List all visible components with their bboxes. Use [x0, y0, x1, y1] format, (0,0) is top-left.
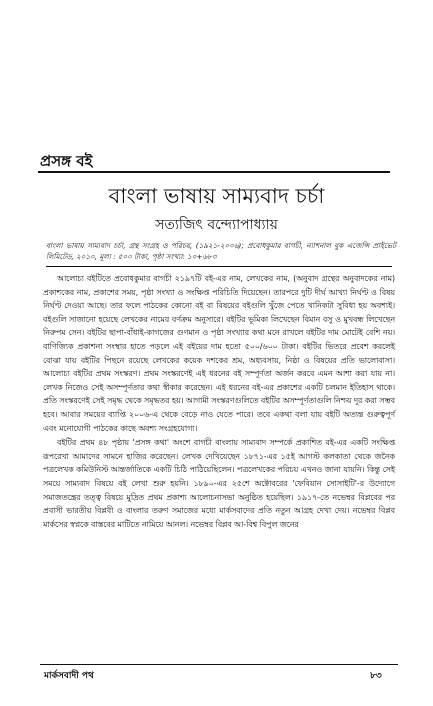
- body-text: [43, 272, 395, 531]
- bibliographic-entry: বাংলা ভাষায় সাম্যবাদ চর্চা, গ্রন্থ সংগ্রহ ও পরিচয়, (১৯২১-২০০৬); প্রবোধকুমার বাগচী, ন্যাশনাল বুক এজেন্সি প্রাইভেট লিমিটেড, ২০১০, মূল্য : ৫০০ টাকা, পৃষ্ঠা সংখ্যা: ১০+৬৮৩: [46, 241, 396, 261]
- section-rule: [38, 171, 390, 173]
- section-label: প্রসঙ্গ বই: [40, 152, 93, 170]
- footer-rule: [40, 664, 398, 665]
- page-number: ৮৩: [370, 671, 382, 681]
- paragraph: আলোচ্য বইটিতে প্রবোধকুমার বাগচী ২১৯৭টি বই-এর নাম, লেখকের নাম, (অনুবাদ গ্রন্থের অনুবাদকের নাম) প্রকাশকের নাম, প্রকাশের সময়, পৃষ্ঠা সংখ্যা ও সংক্ষিপ্ত পরিচিতি দিয়েছেন। তারপরে দুটি দীর্ঘ আখ্যা নির্ঘণ্ট ও বিষয় নির্ঘণ্ট দেওয়া আছে। তার ফলে পাঠকের কোনো বই বা বিষয়ের বইগুলি খুঁজে পেতে খানিকটা সুবিধা হয় অবশ্যই। বইগুলি সাজানো হয়েছে লেখকের নামের বর্ণক্রম অনুসারে। বইটির ভূমিকা লিখেছেন বিমান বসু ও মুখবন্ধ লিখেছেন নিরুপম সেন। বইটির ছাপা-বাঁধাই-কাগজের গুণমান ও পৃষ্ঠা সংখ্যার কথা মনে রাখলে বইটির দাম মোটেই বেশি নয়। বাণিজ্যিক প্রকাশনা সংস্থার হাতে পড়লে এই বইয়ের দাম হতো ৫০০/৬০০ টাকা। বইটির ভিতরে প্রবেশ করলেই বোঝা যায় বইটির পিছনে রয়েছে লেখকের কয়েক দশকের শ্রম, অধ্যবসায়, নিষ্ঠা ও বিষয়ের প্রতি ভালোবাসা। আলোচ্য বইটির প্রথম সংস্করণ। প্রথম সংস্করণেই এই ধরনের বই সম্পূর্ণতা অর্জন করবে এমন আশা করা যায় না। লেখক নিজেও সেই অসম্পূর্ণতার কথা স্বীকার করেছেন। এই ধরনের বই-এর প্রকাশের একটি চলমান ইতিহাস থাকে। প্রতি সংস্করণেই সেই সমৃদ্ধ থেকে সমৃদ্ধতর হয়। আগামী সংস্করণগুলিতে বইটির অসম্পূর্ণতাগুলি নিশ্চয় দূর করা সম্ভব হবে। আবার সময়ের ব্যাপ্তি ২০০৬-এ থেকে বেড়ে নাও যেতে পারে। তবে একথা বলা যায় বইটি অত্যন্ত গুরুত্বপূর্ণ এবং মনোযোগী পাঠকের কাছে অবশ্য সংগ্রহযোগ্য।: [43, 274, 395, 433]
- journal-name: মার্কসবাদী পথ: [44, 671, 94, 681]
- paragraph: বইটির প্রথম ৪৮ পৃষ্ঠায় 'প্রসঙ্গ কথা' অংশে বাগচী বাংলায় সাম্যবাদ সম্পর্কে প্রকাশিত বই-এর একটি সংক্ষিপ্ত রূপরেখা আমাদের সামনে হাজির করেছেন। লেখক দেখিয়েছেন ১৮৭১-এর ১৫ই আগস্ট কলকাতা থেকে জনৈক পত্রলেখক কমিউনিস্ট আন্তর্জাতিকে একটি চিঠি পাঠিয়েছিলেন। পত্রলেখকের পরিচয় এখনও জানা যায়নি। কিন্তু সেই সময়ে সাম্যবাদ বিষয়ে বই লেখা শুরু হয়নি। ১৮৯০-এর ২৫শে অক্টোবরের 'ফেবিয়ান সোসাইটি'-র উদ্যোগে সমাজতন্ত্রের তত্ত্ব বিষয়ে মুদ্রিত প্রথম প্রকাশ্য আলোচনাসভা অনুষ্ঠিত হয়েছিল। ১৯১৭-তে নভেম্বর বিপ্লবের পর প্রবাসী ভারতীয় বিপ্লবী ও বাংলার তরুণ সমাজের মধ্যে মার্কসবাদের প্রতি নতুন আগ্রহ দেখা দেয়। নভেম্বর বিপ্লব মার্কসের স্বপ্নকে বাস্তবের মাটিতে নামিয়ে আনল। নভেম্বর বিপ্লব আ-বিশ্ব বিপুল জনের: [43, 438, 395, 529]
- author-name: সত্যজিৎ বন্দ্যোপাধ্যায়: [155, 217, 278, 233]
- article-title: বাংলা ভাষায় সাম্যবাদ চর্চা: [108, 184, 325, 208]
- bibliography-rule: [46, 266, 392, 267]
